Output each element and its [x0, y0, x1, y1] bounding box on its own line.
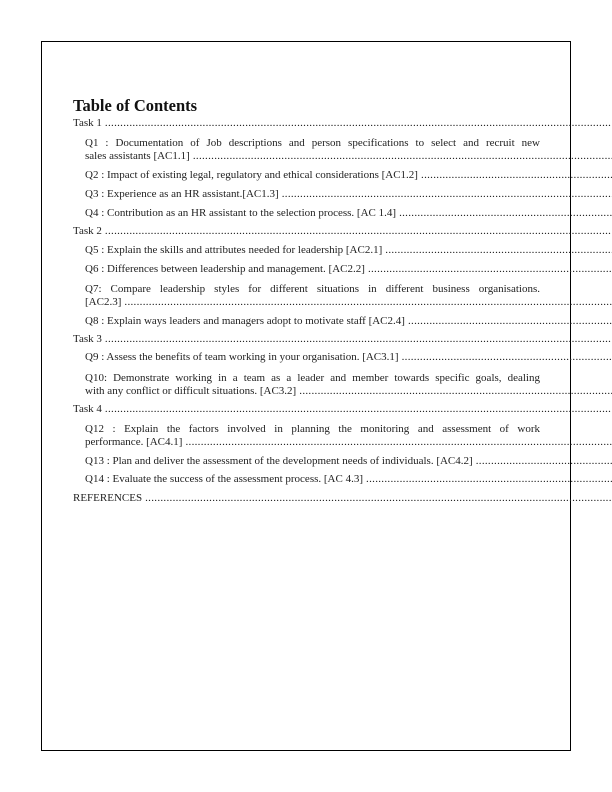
toc-entry-q9[interactable]: [85, 351, 612, 364]
entry-text: Q8 : Explain ways leaders and managers adopt to motivate staff [AC2.4]: [85, 315, 405, 327]
toc-entry-q10[interactable]: [85, 385, 612, 398]
entry-text: Task 2: [73, 225, 102, 237]
toc-entry-task-4[interactable]: [73, 403, 612, 416]
toc-entry-q4[interactable]: [85, 207, 612, 220]
toc-entry-q12[interactable]: [85, 436, 612, 449]
entry-text: with any conflict or difficult situations. [AC3.2]: [85, 385, 297, 397]
entry-text: Q2 : Impact of existing legal, regulatory and ethical considerations [AC1.2]: [85, 169, 418, 181]
toc-entry-q7[interactable]: [85, 296, 612, 309]
entry-text: performance. [AC4.1]: [85, 436, 183, 448]
entry-text: Task 4: [73, 403, 102, 415]
entry-text: Q14 : Evaluate the success of the assessment process. [AC 4.3]: [85, 473, 363, 485]
toc-title: Table of Contents: [73, 96, 198, 115]
toc-entry-q5[interactable]: [85, 244, 612, 257]
entry-text: Q9 : Assess the benefits of team working in your organisation. [AC3.1]: [85, 351, 399, 363]
toc-entry-q13[interactable]: [85, 455, 612, 468]
entry-text: [AC2.3]: [85, 296, 122, 308]
toc-entry-q3[interactable]: [85, 188, 612, 201]
toc-entry-task-1[interactable]: [73, 117, 612, 130]
entry-text: Q3 : Experience as an HR assistant.[AC1.3]: [85, 188, 279, 200]
toc-entry-q6[interactable]: [85, 263, 612, 276]
toc-entry-q12-line1[interactable]: Q12 : Explain the factors involved in planning the monitoring and assessment of work: [85, 423, 540, 435]
entry-text: Q6 : Differences between leadership and management. [AC2.2]: [85, 263, 365, 275]
entry-text: Q5 : Explain the skills and attributes needed for leadership [AC2.1]: [85, 244, 383, 256]
toc-entry-q2[interactable]: [85, 169, 612, 182]
entry-text: REFERENCES: [73, 492, 143, 504]
toc-entry-q8[interactable]: [85, 315, 612, 328]
toc-entry-task-3[interactable]: [73, 333, 612, 346]
entry-text: Q13 : Plan and deliver the assessment of the development needs of individuals. [AC4.2]: [85, 455, 473, 467]
entry-text: Task 1: [73, 117, 102, 129]
toc-entry-q10-line1[interactable]: Q10: Demonstrate working in a team as a leader and member towards specific goals, dealing: [85, 372, 540, 384]
toc-entry-q1[interactable]: [85, 150, 612, 163]
toc-entry-task-2[interactable]: [73, 225, 612, 238]
entry-text: Task 3: [73, 333, 102, 345]
toc-entry-q14[interactable]: [85, 473, 612, 486]
toc-entry-references[interactable]: [73, 492, 612, 505]
toc-entry-q7-line1[interactable]: Q7: Compare leadership styles for different situations in different business organisations.: [85, 283, 540, 295]
entry-text: sales assistants [AC1.1]: [85, 150, 190, 162]
entry-text: Q4 : Contribution as an HR assistant to the selection process. [AC 1.4]: [85, 207, 397, 219]
toc-entry-q1-line1[interactable]: Q1 : Documentation of Job descriptions and person specifications to select and recruit new: [85, 137, 540, 149]
